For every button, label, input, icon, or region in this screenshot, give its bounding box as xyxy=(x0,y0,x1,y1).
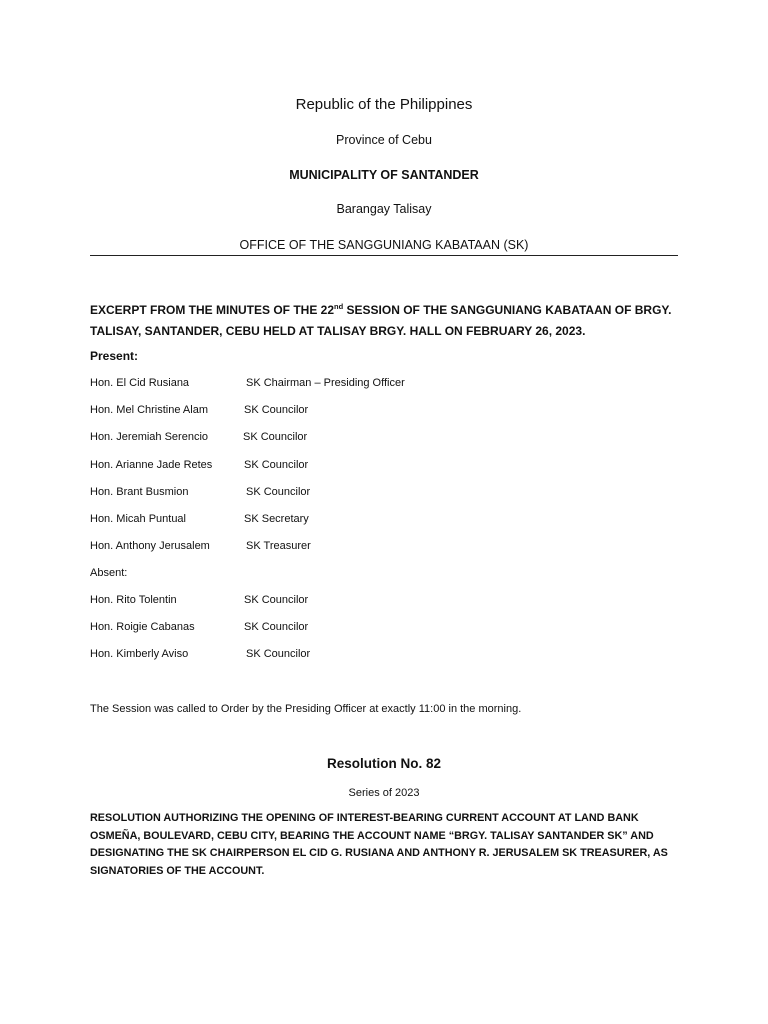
attendee-role: SK Secretary xyxy=(244,513,309,525)
attendee-name: Hon. El Cid Rusiana xyxy=(90,377,190,389)
header-office: OFFICE OF THE SANGGUNIANG KABATAAN (SK) xyxy=(239,238,529,252)
attendee-name: Hon. Brant Busmion xyxy=(90,486,189,498)
resolution-number: Resolution No. 82 xyxy=(326,756,441,771)
attendee-name: Hon. Anthony Jerusalem xyxy=(90,540,210,552)
attendee-role: SK Councilor xyxy=(246,486,311,498)
present-heading: Present: xyxy=(90,349,139,363)
header-barangay: Barangay Talisay xyxy=(336,202,432,216)
absentee-role: SK Councilor xyxy=(246,648,311,660)
attendee-name: Hon. Micah Puntual xyxy=(90,513,186,525)
absentee-role: SK Councilor xyxy=(244,594,309,606)
excerpt-part2: SESSION OF THE SANGGUNIANG KABATAAN OF BRGY. TALISAY, SANTANDER, CEBU HELD AT TALISAY BRGY. HALL ON FEBRUARY 26, 2023. xyxy=(90,303,672,338)
attendee-name: Hon. Jeremiah Serencio xyxy=(90,431,209,443)
attendee-role: SK Councilor xyxy=(244,459,309,471)
header-divider xyxy=(90,255,678,256)
excerpt-superscript: nd xyxy=(334,302,344,311)
resolution-series: Series of 2023 xyxy=(348,787,420,799)
header-republic: Republic of the Philippines xyxy=(295,96,473,113)
session-note: The Session was called to Order by the Presiding Officer at exactly 11:00 in the morning. xyxy=(90,703,522,715)
resolution-text: RESOLUTION AUTHORIZING THE OPENING OF INTEREST-BEARING CURRENT ACCOUNT AT LAND BANK OSMEÑA, BOULEVARD, CEBU CITY, BEARING THE ACCOUNT NAME “BRGY. TALISAY SANTANDER SK” AND DESIGNATING THE SK CHAIRPERSON EL CID G. RUSIANA AND ANTHONY R. JERUSALEM SK TREASURER, AS SIGNATORIES OF THE ACCOUNT. xyxy=(90,812,668,877)
attendee-role: SK Councilor xyxy=(244,404,309,416)
absentee-name: Hon. Rito Tolentin xyxy=(90,594,177,606)
attendee-name: Hon. Mel Christine Alam xyxy=(90,404,208,416)
absentee-role: SK Councilor xyxy=(244,621,309,633)
header-municipality: MUNICIPALITY OF SANTANDER xyxy=(289,168,479,182)
excerpt-part1: EXCERPT FROM THE MINUTES OF THE 22 xyxy=(90,303,335,317)
header-province: Province of Cebu xyxy=(336,133,432,147)
attendee-role: SK Councilor xyxy=(243,431,308,443)
attendee-role: SK Chairman – Presiding Officer xyxy=(246,377,405,389)
attendee-name: Hon. Arianne Jade Retes xyxy=(90,459,213,471)
excerpt-paragraph xyxy=(90,300,680,342)
attendee-role: SK Treasurer xyxy=(246,540,311,552)
absentee-name: Hon. Roigie Cabanas xyxy=(90,621,195,633)
absentee-name: Hon. Kimberly Aviso xyxy=(90,648,189,660)
absent-heading: Absent: xyxy=(90,567,128,579)
